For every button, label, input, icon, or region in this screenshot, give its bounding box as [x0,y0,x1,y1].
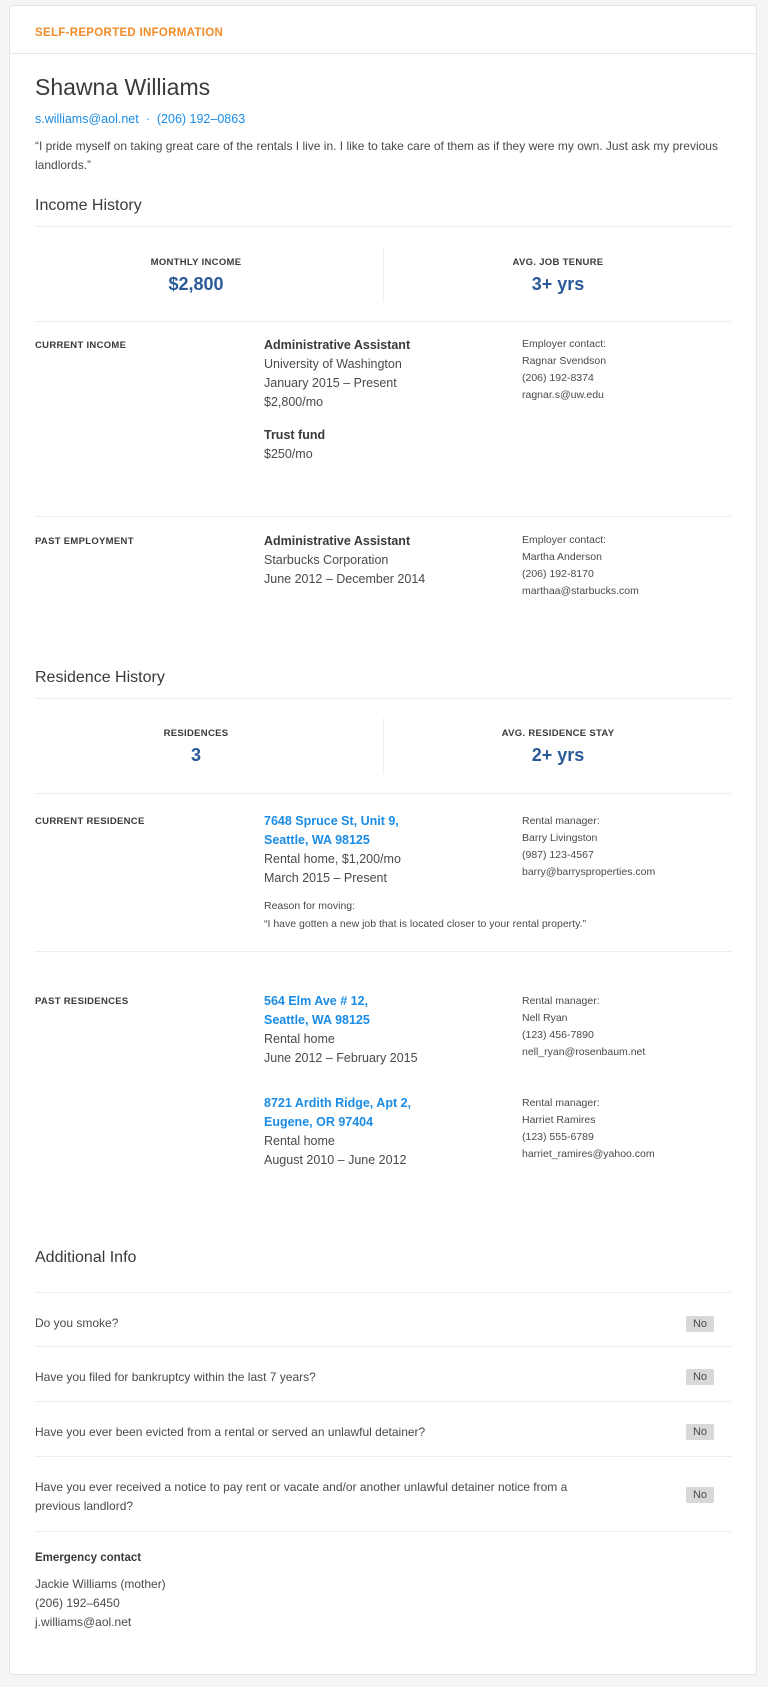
past-employment-label: PAST EMPLOYMENT [35,536,134,547]
contact-label: Employer contact: [522,534,607,546]
avg-job-tenure-value: 3+ yrs [531,274,585,294]
contact-email: ragnar.s@uw.edu [522,389,604,401]
self-reported-info-card [9,5,757,1675]
question-eviction: Have you ever been evicted from a rental or served an unlawful detainer? [35,1425,426,1439]
address-line-1[interactable]: 564 Elm Ave # 12, [264,994,369,1008]
divider [35,1401,732,1402]
residence-history-title: Residence History [35,669,165,686]
divider [35,1456,732,1457]
contact-label: Employer contact: [522,338,607,350]
other-income-title: Trust fund [264,428,326,442]
past-residence-1 [264,992,418,1068]
card-title: SELF-REPORTED INFORMATION [35,27,224,39]
contact-phone: (206) 192-8374 [522,372,594,384]
manager-phone: (123) 555-6789 [522,1131,594,1143]
avg-residence-stay-value: 2+ yrs [531,745,585,765]
manager-name: Harriet Ramires [522,1114,596,1126]
divider [35,226,732,227]
question-notice: Have you ever received a notice to pay rent or vacate and/or another unlawful detainer notice from a previous landlord? [35,1480,568,1513]
manager-email: nell_ryan@rosenbaum.net [522,1046,646,1058]
divider [35,516,732,517]
manager-email: barry@barrysproperties.com [522,866,656,878]
divider [35,1346,732,1347]
answer-badge: No [686,1316,714,1332]
residence-type: Rental home [264,1032,335,1046]
current-job [264,336,410,464]
other-income-pay: $250/mo [264,447,313,461]
past-rental-manager-1 [522,993,645,1061]
contact-name: Martha Anderson [522,551,602,563]
job-title: Administrative Assistant [264,338,411,352]
manager-phone: (987) 123-4567 [522,849,594,861]
answer-badge: No [686,1487,714,1503]
applicant-name: Shawna Williams [35,74,211,100]
separator-dot: · [145,112,150,126]
contact-name: Ragnar Svendson [522,355,607,367]
current-income-label: CURRENT INCOME [35,340,127,351]
manager-email: harriet_ramires@yahoo.com [522,1148,655,1160]
current-rental-manager [522,813,655,881]
past-job [264,532,425,589]
residences-value: 3 [190,745,201,765]
employer-name: Starbucks Corporation [264,553,389,567]
job-dates: June 2012 – December 2014 [264,572,426,586]
question-bankruptcy: Have you filed for bankruptcy within the last 7 years? [35,1370,316,1384]
address-line-2[interactable]: Seattle, WA 98125 [264,833,370,847]
question-smoke: Do you smoke? [35,1316,119,1330]
reason-label: Reason for moving: [264,900,356,912]
phone-link[interactable]: (206) 192–0863 [156,112,246,126]
manager-label: Rental manager: [522,815,600,827]
divider [35,1292,732,1293]
address-line-2[interactable]: Seattle, WA 98125 [264,1013,370,1027]
answer-badge: No [686,1424,714,1440]
manager-name: Nell Ryan [522,1012,568,1024]
income-history-title: Income History [35,197,142,214]
residence-dates: August 2010 – June 2012 [264,1153,407,1167]
address-line-1[interactable]: 8721 Ardith Ridge, Apt 2, [264,1096,412,1110]
contact-phone: (206) 192-8170 [522,568,594,580]
current-residence-label: CURRENT RESIDENCE [35,816,145,827]
emergency-contact [35,1575,166,1632]
divider [35,1531,732,1532]
additional-info-title: Additional Info [35,1249,137,1266]
applicant-quote: “I pride myself on taking great care of the rentals I live in. I like to take care of them as if they were my own. Just ask my previous landlords.” [35,139,718,172]
past-residence-2 [264,1094,411,1170]
monthly-income-value: $2,800 [168,274,224,294]
applicant-contact [35,112,245,126]
residences-label: RESIDENCES [163,728,229,739]
job-pay: $2,800/mo [264,395,324,409]
past-employer-contact [522,532,639,600]
answer-badge: No [686,1369,714,1385]
manager-label: Rental manager: [522,1097,600,1109]
avg-residence-stay-label: AVG. RESIDENCE STAY [501,728,615,739]
residence-dates: June 2012 – February 2015 [264,1051,418,1065]
manager-label: Rental manager: [522,995,600,1007]
address-line-2[interactable]: Eugene, OR 97404 [264,1115,374,1129]
emergency-contact-title: Emergency contact [35,1552,142,1564]
reason-text: “I have gotten a new job that is located closer to your rental property.” [264,918,586,930]
divider [35,951,732,952]
job-title: Administrative Assistant [264,534,411,548]
divider [35,698,732,699]
past-residences-label: PAST RESIDENCES [35,996,129,1007]
monthly-income-label: MONTHLY INCOME [150,257,242,268]
emergency-phone: (206) 192–6450 [35,1596,120,1610]
email-link[interactable]: s.williams@aol.net [35,112,139,126]
address-line-1[interactable]: 7648 Spruce St, Unit 9, [264,814,399,828]
past-rental-manager-2 [522,1095,655,1163]
card-header [10,6,756,54]
manager-phone: (123) 456-7890 [522,1029,594,1041]
emergency-name: Jackie Williams (mother) [35,1577,166,1591]
manager-name: Barry Livingston [522,832,598,844]
divider [35,321,732,322]
contact-email: marthaa@starbucks.com [522,585,639,597]
emergency-email: j.williams@aol.net [35,1615,132,1629]
employer-name: University of Washington [264,357,402,371]
divider [35,793,732,794]
residence-type: Rental home [264,1134,335,1148]
residence-dates: March 2015 – Present [264,871,387,885]
current-employer-contact [522,336,606,404]
avg-job-tenure-label: AVG. JOB TENURE [512,257,604,268]
job-dates: January 2015 – Present [264,376,397,390]
residence-type: Rental home, $1,200/mo [264,852,401,866]
